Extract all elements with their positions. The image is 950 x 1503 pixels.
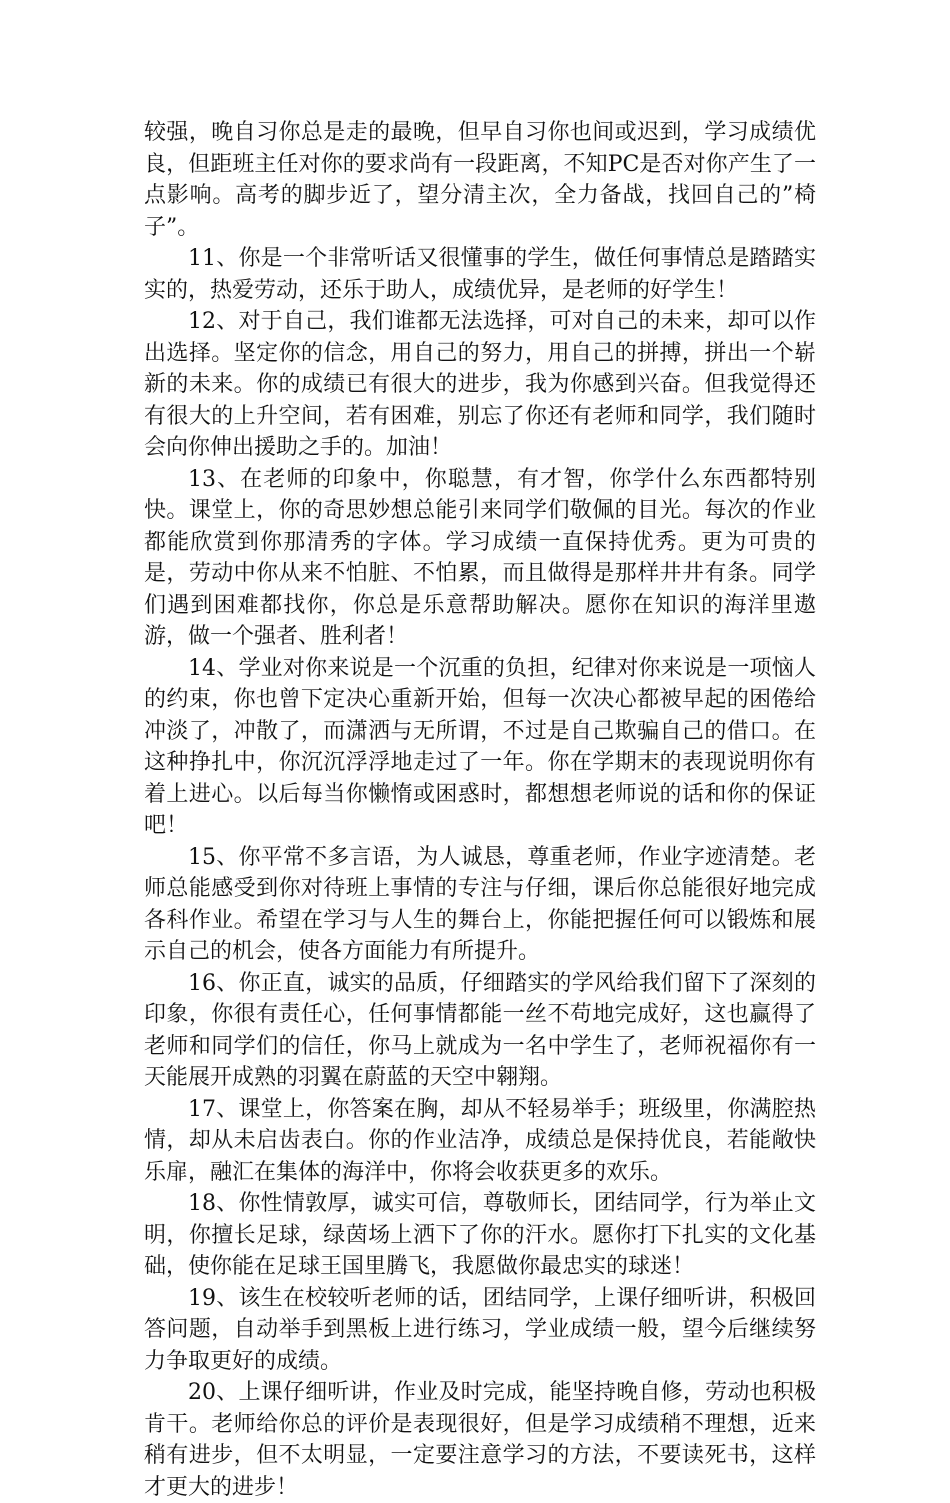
paragraph-comment-11: 11、你是一个非常听话又很懂事的学生，做任何事情总是踏踏实实的，热爱劳动，还乐于助人，成绩优异，是老师的好学生！ xyxy=(144,246,816,303)
paragraph-continuation: 较强，晚自习你总是走的最晚，但早自习你也间或迟到，学习成绩优良，但距班主任对你的要求尚有一段距离，不知PC是否对你产生了一点影响。高考的脚步近了，望分清主次，全力备战，找回自己的”椅子”。 xyxy=(144,120,816,240)
paragraph-comment-12: 12、对于自己，我们谁都无法选择，可对自己的未来，却可以作出选择。坚定你的信念，用自己的努力，用自己的拼搏，拼出一个崭新的未来。你的成绩已有很大的进步，我为你感到兴奋。但我觉得还有很大的上升空间，若有困难，别忘了你还有老师和同学，我们随时会向你伸出援助之手的。加油！ xyxy=(144,309,816,460)
paragraph-comment-19: 19、该生在校较听老师的话，团结同学，上课仔细听讲，积极回答问题，自动举手到黑板上进行练习，学业成绩一般，望今后继续努力争取更好的成绩。 xyxy=(144,1285,816,1374)
paragraph-comment-20: 20、上课仔细听讲，作业及时完成，能坚持晚自修，劳动也积极肯干。老师给你总的评价是表现很好，但是学习成绩稍不理想，近来稍有进步，但不太明显，一定要注意学习的方法，不要读死书，这样才更大的进步！ xyxy=(144,1380,816,1500)
paragraph-comment-13: 13、在老师的印象中，你聪慧，有才智，你学什么东西都特别快。课堂上，你的奇思妙想总能引来同学们敬佩的目光。每次的作业都能欣赏到你那清秀的字体。学习成绩一直保持优秀。更为可贵的是，劳动中你从来不怕脏、不怕累，而且做得是那样井井有条。同学们遇到困难都找你，你总是乐意帮助解决。愿你在知识的海洋里遨游，做一个强者、胜利者！ xyxy=(144,466,816,649)
paragraph-comment-16: 16、你正直，诚实的品质，仔细踏实的学风给我们留下了深刻的印象，你很有责任心，任何事情都能一丝不苟地完成好，这也赢得了老师和同学们的信任，你马上就成为一名中学生了，老师祝福你有一天能展开成熟的羽翼在蔚蓝的天空中翱翔。 xyxy=(144,970,816,1090)
document-body xyxy=(144,117,816,1503)
paragraph-comment-15: 15、你平常不多言语，为人诚恳，尊重老师，作业字迹清楚。老师总能感受到你对待班上事情的专注与仔细，课后你总能很好地完成各科作业。希望在学习与人生的舞台上，你能把握任何可以锻炼和展示自己的机会，使各方面能力有所提升。 xyxy=(144,844,816,964)
paragraph-comment-14: 14、学业对你来说是一个沉重的负担，纪律对你来说是一项恼人的约束，你也曾下定决心重新开始，但每一次决心都被早起的困倦给冲淡了，冲散了，而潇洒与无所谓，不过是自己欺骗自己的借口。在这种挣扎中，你沉沉浮浮地走过了一年。你在学期末的表现说明你有着上进心。以后每当你懒惰或困惑时，都想想老师说的话和你的保证吧！ xyxy=(144,655,816,838)
paragraph-comment-18: 18、你性情敦厚，诚实可信，尊敬师长，团结同学，行为举止文明，你擅长足球，绿茵场上洒下了你的汗水。愿你打下扎实的文化基础，使你能在足球王国里腾飞，我愿做你最忠实的球迷！ xyxy=(144,1191,816,1279)
paragraph-comment-17: 17、课堂上，你答案在胸，却从不轻易举手；班级里，你满腔热情，却从未启齿表白。你的作业洁净，成绩总是保持优良，若能敞快乐扉，融汇在集体的海洋中，你将会收获更多的欢乐。 xyxy=(144,1096,816,1185)
